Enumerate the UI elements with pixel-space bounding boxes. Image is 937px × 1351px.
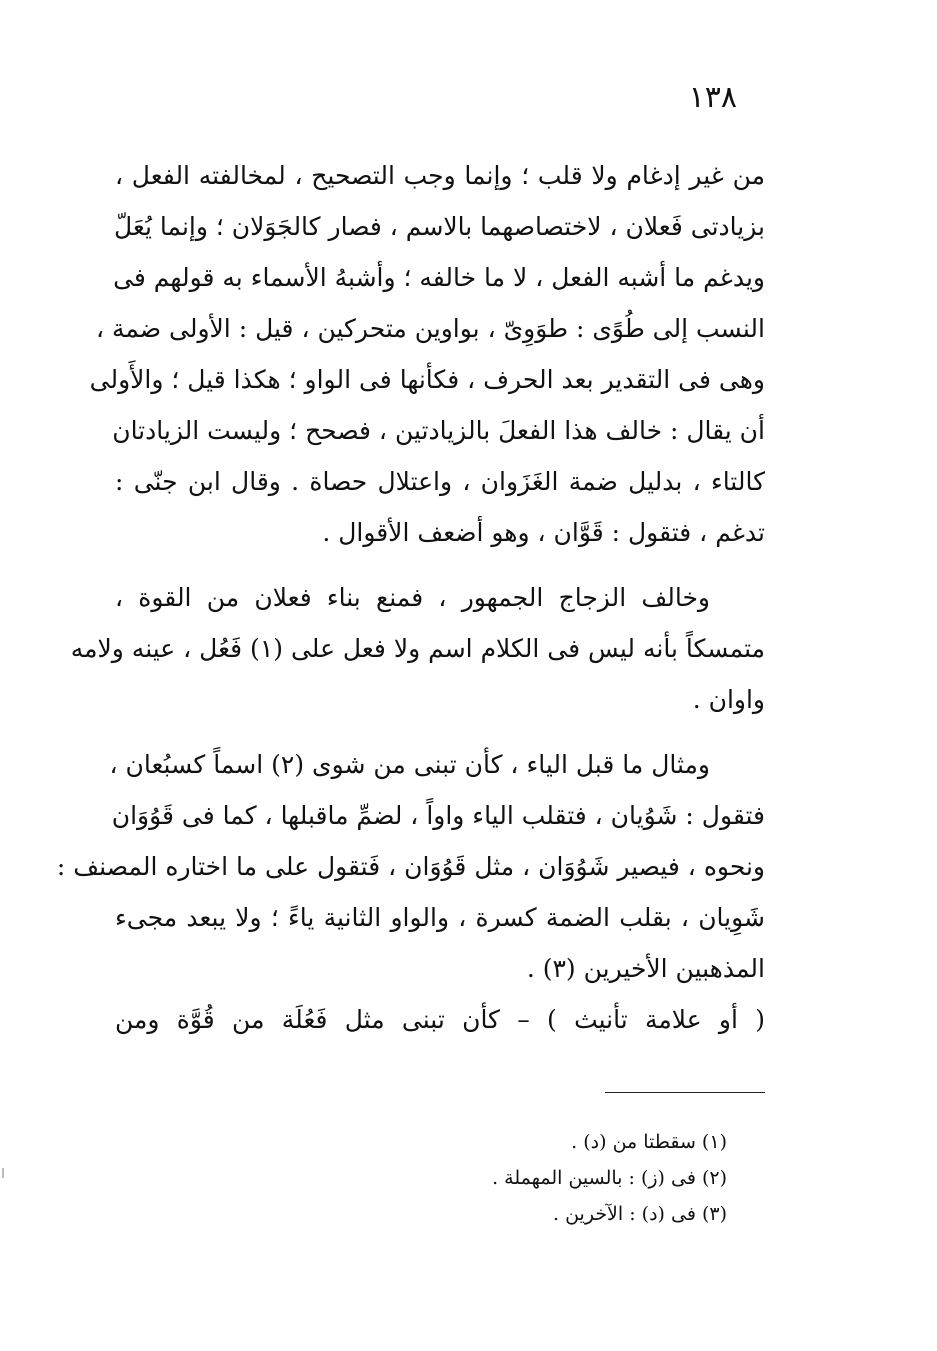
text-line: من غير إدغام ولا قلب ؛ وإنما وجب التصحيح ، لمخالفته الفعل ، bbox=[115, 161, 765, 190]
footnote-3: (٣) فى (د) : الآخرين . bbox=[553, 1203, 727, 1225]
paragraph-1 bbox=[89, 150, 765, 558]
text-line: واوان . bbox=[692, 685, 765, 714]
footnotes bbox=[227, 1124, 727, 1232]
text-line: فتقول : شَوُيان ، فتقلب الياء واواً ، لضمِّ ماقبلها ، كما فى قَوُوَان bbox=[111, 801, 765, 830]
text-line: ويدغم ما أشبه الفعل ، لا ما خالفه ؛ وأشبهُ الأسماء به قولهم فى bbox=[113, 263, 765, 292]
scan-speck bbox=[2, 1168, 4, 1178]
footnote-divider bbox=[605, 1092, 765, 1093]
footnote-1: (١) سقطتا من (د) . bbox=[571, 1131, 727, 1153]
paragraph-gap bbox=[115, 558, 765, 572]
text-line: أن يقال : خالف هذا الفعلَ بالزيادتين ، فصحح ؛ وليست الزيادتان bbox=[112, 416, 765, 445]
text-line: شَوِيان ، بقلب الضمة كسرة ، والواو الثانية ياءً ؛ ولا يبعد مجىء bbox=[115, 903, 765, 932]
footnote-2: (٢) فى (ز) : بالسين المهملة . bbox=[492, 1167, 727, 1189]
paragraph-4 bbox=[115, 994, 765, 1045]
page-number: ١٣٨ bbox=[688, 80, 737, 115]
text-line: كالتاء ، بدليل ضمة الغَزَوان ، واعتلال حصاة . وقال ابن جنّى : bbox=[115, 467, 765, 496]
main-text bbox=[56, 150, 765, 1045]
paragraph-2 bbox=[70, 572, 765, 725]
text-line: وخالف الزجاج الجمهور ، فمنع بناء فعلان من القوة ، bbox=[115, 583, 710, 612]
paragraph-gap bbox=[115, 725, 765, 739]
text-line: ( أو علامة تأنيث ) – كأن تبنى مثل فَعُلَة من قُوَّة ومن bbox=[115, 1005, 765, 1034]
text-line: النسب إلى طُوًى : طوَوِىّ ، بواوين متحركين ، قيل : الأولى ضمة ، bbox=[95, 314, 765, 343]
text-line: المذهبين الأخيرين (٣) . bbox=[526, 954, 765, 983]
paragraph-3 bbox=[56, 739, 765, 994]
text-line: بزيادتى فَعلان ، لاختصاصهما بالاسم ، فصار كالجَوَلان ؛ وإنما يُعَلّ bbox=[113, 212, 765, 241]
text-line: ومثال ما قبل الياء ، كأن تبنى من شوى (٢) اسماً كسبُعان ، bbox=[109, 750, 710, 779]
text-line: ونحوه ، فيصير شَوُوَان ، مثل قَوُوَان ، فَتقول على ما اختاره المصنف : bbox=[56, 852, 765, 881]
text-line: متمسكاً بأنه ليس فى الكلام اسم ولا فعل على (١) فَعُل ، عينه ولامه bbox=[70, 634, 765, 663]
text-line: وهى فى التقدير بعد الحرف ، فكأنها فى الواو ؛ هكذا قيل ؛ والأَولى bbox=[89, 365, 765, 394]
text-line: تدغم ، فتقول : قَوَّان ، وهو أضعف الأقوال . bbox=[322, 518, 765, 547]
